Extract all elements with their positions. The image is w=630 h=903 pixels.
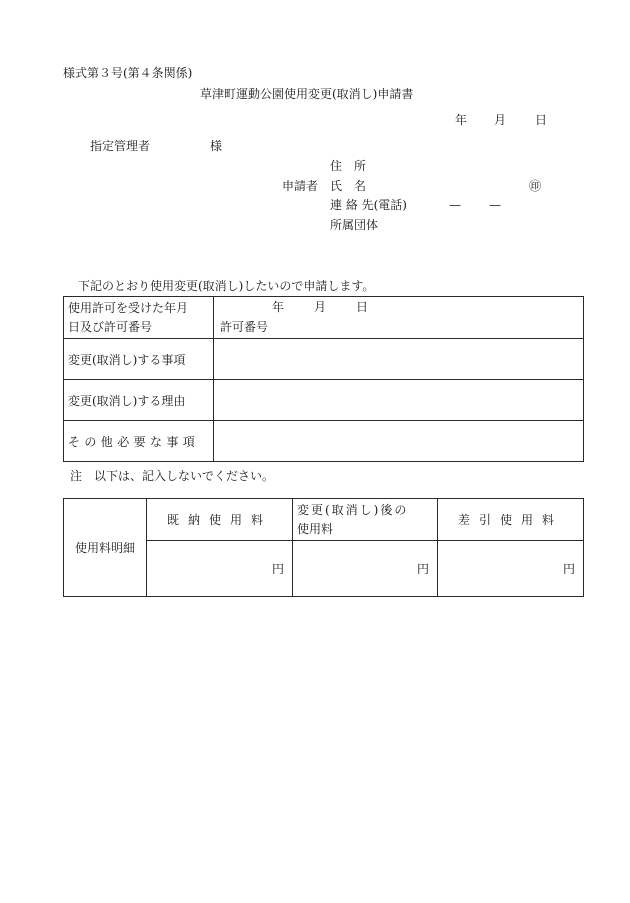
fee-header-row bbox=[64, 499, 584, 541]
permit-year-label: 年 bbox=[272, 300, 285, 314]
addressee-honorific: 様 bbox=[210, 139, 223, 153]
permit-label-line2: 日及び許可番号 bbox=[68, 319, 153, 334]
difference-fee-header: 差引使用料 bbox=[438, 499, 584, 541]
new-fee-header-line2: 使用料 bbox=[297, 521, 334, 536]
document-title: 草津町運動公園使用変更(取消し)申請書 bbox=[200, 87, 414, 101]
note-text: 注 以下は、記入しないでください。 bbox=[70, 469, 275, 483]
applicant-address-label: 住 所 bbox=[330, 159, 367, 173]
paid-fee-value-cell[interactable] bbox=[147, 541, 293, 597]
applicant-name-label: 氏 名 bbox=[330, 179, 367, 193]
difference-fee-value-cell[interactable] bbox=[438, 541, 584, 597]
permit-day-label: 日 bbox=[356, 300, 369, 314]
applicant-org-label: 所属団体 bbox=[330, 218, 379, 232]
addressee-name: 指定管理者 bbox=[90, 139, 151, 153]
applicant-label: 申請者 bbox=[282, 179, 319, 193]
table-row-permit bbox=[64, 297, 584, 339]
permit-number-label: 許可番号 bbox=[220, 320, 269, 334]
change-reason-value-cell[interactable] bbox=[214, 380, 584, 421]
change-item-value-cell[interactable] bbox=[214, 339, 584, 380]
paid-fee-header: 既納使用料 bbox=[147, 499, 293, 541]
other-label-text: その他必要な事項 bbox=[68, 434, 200, 449]
applicant-contact-label: 連 絡 先(電話) bbox=[330, 198, 407, 212]
form-number: 様式第３号(第４条関係) bbox=[63, 66, 193, 80]
other-label-cell bbox=[64, 421, 214, 462]
new-fee-header-line1: 変更(取消し)後の bbox=[297, 503, 409, 517]
table-row-change-item bbox=[64, 339, 584, 380]
paid-fee-yen: 円 bbox=[271, 562, 284, 577]
new-fee-yen: 円 bbox=[416, 562, 429, 577]
table-row-change-reason bbox=[64, 380, 584, 421]
seal-mark: ㊞ bbox=[529, 179, 542, 193]
change-item-label: 変更(取消し)する事項 bbox=[64, 339, 214, 380]
date-year-label: 年 bbox=[455, 113, 468, 127]
fee-table bbox=[63, 498, 584, 597]
fee-detail-label: 使用料明細 bbox=[64, 499, 147, 597]
contact-dash-1: — bbox=[449, 198, 461, 212]
other-value-cell[interactable] bbox=[214, 421, 584, 462]
date-day-label: 日 bbox=[535, 113, 548, 127]
permit-label-cell bbox=[64, 297, 214, 339]
date-month-label: 月 bbox=[494, 113, 507, 127]
permit-month-label: 月 bbox=[314, 300, 327, 314]
intro-text: 下記のとおり使用変更(取消し)したいので申請します。 bbox=[78, 279, 375, 293]
permit-label-line1: 使用許可を受けた年月 bbox=[68, 301, 189, 315]
permit-value-cell[interactable] bbox=[214, 297, 584, 339]
difference-fee-yen: 円 bbox=[562, 562, 575, 577]
new-fee-value-cell[interactable] bbox=[293, 541, 438, 597]
other-label bbox=[68, 433, 209, 450]
contact-dash-2: — bbox=[489, 198, 501, 212]
change-reason-label: 変更(取消し)する理由 bbox=[64, 380, 214, 421]
new-fee-header-cell bbox=[293, 499, 438, 541]
table-row-other bbox=[64, 421, 584, 462]
application-table bbox=[63, 296, 584, 462]
